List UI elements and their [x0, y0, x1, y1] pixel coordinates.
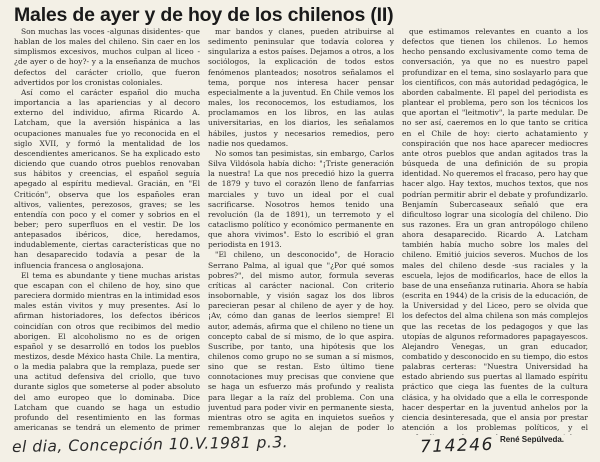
handwritten-catalog-number: 714246 [419, 434, 495, 458]
article-column-1 [14, 27, 200, 433]
headline: Males de ayer y de hoy de los chilenos (II) [14, 4, 394, 26]
article-paragraph: "El chileno, un desconocido", de Horacio Serrano Palma, al igual que "¿Por qué somos pobres?", del mismo autor, formula severas críticas al carácter nacional. Con criterio insobornable, y visión sagaz los dos libros parecieran pesar al chileno de ayer y de hoy. ¡Av, cómo dan ganas de leerlos siempre! El autor, además, afirma que el chileno no tiene un concepto cabal de sí mismo, de lo que aspira. Suscribe, por tanto, una hipótesis que los chilenos como grupo no se suman a sí mismos, sino que se restan. Esto último tiene connotaciones muy precisas que conviene que se haga un esfuerzo más profundo y realista para llegar a la raíz del problema. Con una juventud para poder vivir en permanente siesta, mientras otro se agita en inquietos sueños y remembranzas que lo alejan de poder lo [208, 250, 394, 433]
article-paragraph: No somos tan pesimistas, sin embargo, Carlos Silva Vildósola había dicho: "¡Triste generación la nuestra! La que nos precedió hizo la guerra de 1879 y tuvo el corazón lleno de fanfarrias marciales y tuvo un ideal por el cual sacrificarse. Nosotros hemos tenido una revolución (la de 1891), un terremoto y el cataclismo político y económico permanente en que ahora vivimos". Esto lo escribió el gran periodista en 1913. [208, 148, 394, 250]
article-column-2 [208, 27, 394, 433]
article-paragraph: Así como el carácter español dio mucha importancia a las apariencias y al decoro externo del individuo, afirma Ricardo A. Latcham, que la aversión hispánica a las ocupaciones manuales fue yo reconocida en el siglo XVII, y formó la mentalidad de los descendientes americanos. Se ha explicado esto diciendo que cuando otros pueblos renovaban sus hábitos y creencias, el español seguía apegado al espíritu medieval. Gracián, en "El Criticón", observa que los españoles eran altivos, valientes, perezosos, graves; se les entendía con poco y el comer y sobrios en el beber; pero superfluos en el vestir. De los antepasados ibéricos, dice, heredamos, indudablemente, ciertas características que no han desaparecido todavía a pesar de la influencia francesa o anglosajona. [14, 87, 200, 270]
article-paragraph: que estimamos relevantes en cuanto a los defectos que tienen los chilenos. Lo hemos hecho pensando exclusivamente como tema de conversación, ya que no es nuestro papel profundizar en el tema, sino soslayarlo para que los científicos, con más autoridad pedagógica, le aborden cabalmente. El papel del periodista es plantear el problema, pero son los técnicos los que aportan el "leitmotiv", la parte medular. De no ser así, caeremos en lo que tanto se critica en el Chile de hoy: cierto achatamiento y conspiración que nos hace aparecer mediocres ante otros pueblos que andan agitados tras la búsqueda de una definición de su propia identidad. No queremos el fracaso, pero hay que hacer algo. Hay textos, muchos textos, que nos podrían permitir abrir el debate y profundizarlo. Benjamín Subercaseaux señaló que era dificultoso lograr una sicología del chileno. Dio sus razones. Era un gran antropólogo chileno ahora desaparecido. Ricardo A. Latcham también había mucho sobre los males del chileno. Emitió juicios severos. Muchos de los males del chileno desde -sus raciales y la escuela, lejos de modificarlos, hace de ellos la base de una enseñanza rutinaria. Ahora se había (escrita en 1944) de la crisis de la educación, de la Universidad y del Liceo, pero se olvida que los defectos del alma chilena son más complejos que las recetas de los pedagogos y que las utopías de algunos reformadores papagayescos. Alejandro Venegas, un gran educador, combatido y desconocido en su tiempo, dio estos palabras certeras: "Nuestra Universidad ha estado abriendo sus puertas al llamado espíritu práctico que ciega las fuentes de la cultura clásica, y ha olvidado que a ella le corresponde hacer despertar en la juventud anhelos por la ciencia desinteresada, que el ansia por prestar atención a los problemas políticos, y el [402, 27, 588, 433]
handwritten-source-note: el dia, Concepción 10.V.1981 p.3. [11, 433, 289, 456]
article-column-3 [402, 27, 588, 435]
article-paragraph: Son muchas las voces -algunas disidentes- que hablan de los males del chileno. Sin caer en los simplismos excesivos, muchos culpan al liceo -¿de ayer o de hoy?- y a la enseñanza de muchos defectos del carácter criollo, que fueron advertidos por los cronistas coloniales. [14, 27, 200, 87]
article-paragraph: El tema es abundante y tiene muchas aristas que escapan con el chileno de hoy, sino que pareciera dormido mientras en la intimidad esos males están vivitos y muy presentes. Así lo afirman historiadores, los defectos ibéricos coincidían con otros que recibimos del medio aborigen. El alcoholismo no es de origen español y se desarrolló en todos los pueblos mestizos, desde México hasta Chile. La mentira, o la media palabra que la remplaza, puede ser una actitud defensiva del criollo, que tuvo durante siglos que someterse al poder absoluto del amo europeo que lo dominaba. Dice Latcham que cuando se haga un estudio profundo del resentimiento en las formas americanas se tendrá un elemento de primer [14, 270, 200, 433]
author-byline: René Sepúlveda. [500, 435, 565, 444]
article-paragraph: mar bandos y clanes, pueden atribuirse al sedimento peninsular que todavía colorea y singulariza a estos países. Dejamos a otros, a los sociólogos, la explicación de todos estos fenómenos planteados; nosotros señalamos el tema, porque nos interesa hacer pensar especialmente a la juventud. En Chile vemos los males, los reconocemos, los estudiamos, los proclamamos en los libros, en las aulas universitarias, en los diarios, les señalamos hábiles, justos y necesarios remedios, pero nadie nos quedamos. [208, 27, 394, 148]
